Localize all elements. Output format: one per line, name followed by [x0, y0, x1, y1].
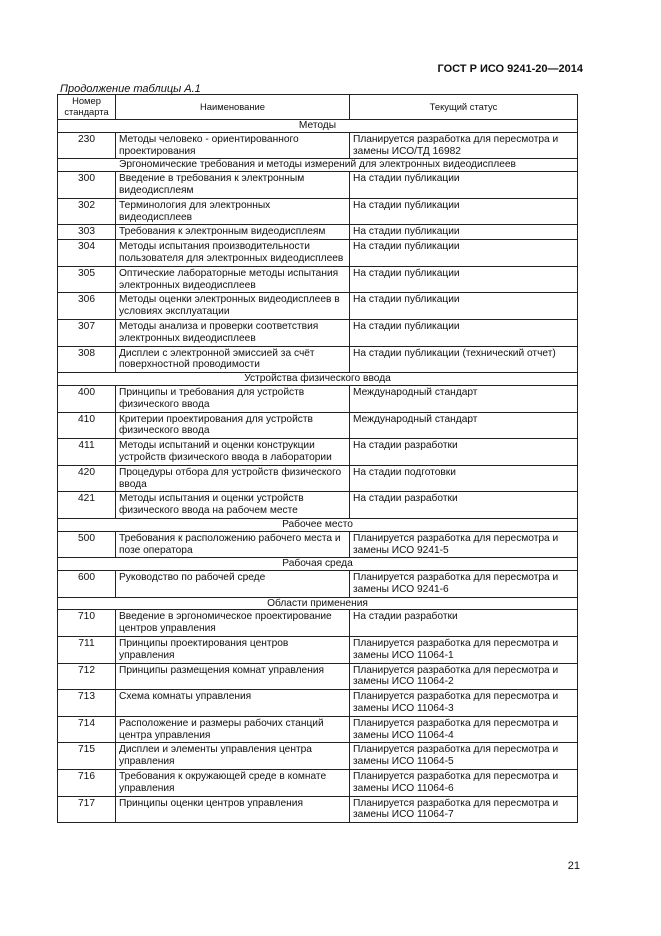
standard-status-cell: Планируется разработка для пересмотра и замены ИСО 11064-3 — [350, 690, 578, 717]
standard-name-cell: Дисплеи и элементы управления центра управления — [116, 743, 350, 770]
table-caption: Продолжение таблицы А.1 — [60, 83, 201, 95]
standard-number-cell: 305 — [58, 266, 116, 293]
table-row — [58, 610, 578, 637]
standard-number-cell: 714 — [58, 716, 116, 743]
standard-name-cell: Требования к окружающей среде в комнате управления — [116, 770, 350, 797]
standard-status-cell: На стадии публикации — [350, 172, 578, 199]
standard-name-cell: Методы человеко - ориентированного проектирования — [116, 132, 350, 159]
standard-status-cell: Международный стандарт — [350, 412, 578, 439]
table-row — [58, 465, 578, 492]
standard-name-cell: Методы испытания и оценки устройств физического ввода на рабочем месте — [116, 492, 350, 519]
table-row — [58, 319, 578, 346]
table-row — [58, 571, 578, 598]
table-row — [58, 293, 578, 320]
standard-status-cell: На стадии публикации — [350, 293, 578, 320]
section-title: Области применения — [58, 597, 578, 610]
standard-number-cell: 715 — [58, 743, 116, 770]
standard-status-cell: Планируется разработка для пересмотра и замены ИСО 11064-6 — [350, 770, 578, 797]
standard-name-cell: Схема комнаты управления — [116, 690, 350, 717]
standard-name-cell: Принципы проектирования центров управления — [116, 637, 350, 664]
standard-name-cell: Процедуры отбора для устройств физического ввода — [116, 465, 350, 492]
page-number: 21 — [567, 860, 580, 872]
section-title: Рабочая среда — [58, 558, 578, 571]
standard-number-cell: 420 — [58, 465, 116, 492]
section-title: Рабочее место — [58, 518, 578, 531]
table-row — [58, 690, 578, 717]
table-row — [58, 637, 578, 664]
standard-name-cell: Принципы и требования для устройств физического ввода — [116, 385, 350, 412]
table-row — [58, 796, 578, 823]
standard-status-cell: Планируется разработка для пересмотра и замены ИСО 9241-6 — [350, 571, 578, 598]
standard-status-cell: На стадии публикации — [350, 198, 578, 225]
standard-number-cell: 230 — [58, 132, 116, 159]
standard-name-cell: Введение в эргономическое проектирование центров управления — [116, 610, 350, 637]
standard-name-cell: Требования к электронным видеодисплеям — [116, 225, 350, 240]
table-row — [58, 412, 578, 439]
standard-number-cell: 600 — [58, 571, 116, 598]
table-row — [58, 531, 578, 558]
standard-number-cell: 421 — [58, 492, 116, 519]
standard-name-cell: Методы испытаний и оценки конструкции устройств физического ввода в лаборатории — [116, 439, 350, 466]
standard-status-cell: На стадии публикации — [350, 225, 578, 240]
standard-name-cell: Оптические лабораторные методы испытания электронных видеодисплеев — [116, 266, 350, 293]
standard-number-cell: 500 — [58, 531, 116, 558]
standard-number-cell: 717 — [58, 796, 116, 823]
standard-status-cell: Планируется разработка для пересмотра и замены ИСО 11064-5 — [350, 743, 578, 770]
table-row — [58, 492, 578, 519]
table-row — [58, 716, 578, 743]
standard-status-cell: Планируется разработка для пересмотра и замены ИСО 11064-2 — [350, 663, 578, 690]
table-row — [58, 663, 578, 690]
table-row — [58, 198, 578, 225]
standard-number-cell: 306 — [58, 293, 116, 320]
standard-number-cell: 711 — [58, 637, 116, 664]
standard-number-cell: 716 — [58, 770, 116, 797]
standard-name-cell: Введение в требования к электронным видеодисплеям — [116, 172, 350, 199]
column-header-name: Наименование — [116, 95, 350, 120]
table-row — [58, 385, 578, 412]
table-header-row — [58, 95, 578, 120]
standard-number-cell: 713 — [58, 690, 116, 717]
standard-status-cell: На стадии публикации — [350, 266, 578, 293]
standard-status-cell: Планируется разработка для пересмотра и замены ИСО 11064-1 — [350, 637, 578, 664]
column-header-status: Текущий статус — [350, 95, 578, 120]
table-body — [58, 120, 578, 823]
table-row — [58, 770, 578, 797]
standard-status-cell: Международный стандарт — [350, 385, 578, 412]
section-row — [58, 120, 578, 133]
table-row — [58, 132, 578, 159]
table-row — [58, 346, 578, 373]
section-row — [58, 597, 578, 610]
standard-status-cell: Планируется разработка для пересмотра и замены ИСО 11064-7 — [350, 796, 578, 823]
standard-status-cell: На стадии разработки — [350, 439, 578, 466]
column-header-number: Номер стандарта — [58, 95, 116, 120]
table-row — [58, 240, 578, 267]
standard-number-cell: 303 — [58, 225, 116, 240]
standard-name-cell: Критерии проектирования для устройств физического ввода — [116, 412, 350, 439]
standard-status-cell: На стадии подготовки — [350, 465, 578, 492]
standard-number-cell: 710 — [58, 610, 116, 637]
standard-name-cell: Принципы размещения комнат управления — [116, 663, 350, 690]
standard-status-cell: На стадии разработки — [350, 610, 578, 637]
standards-table — [57, 94, 578, 823]
standard-name-cell: Терминология для электронных видеодисплеев — [116, 198, 350, 225]
standard-name-cell: Дисплеи с электронной эмиссией за счёт поверхностной проводимости — [116, 346, 350, 373]
table-row — [58, 172, 578, 199]
standard-number-cell: 308 — [58, 346, 116, 373]
standard-status-cell: Планируется разработка для пересмотра и замены ИСО 11064-4 — [350, 716, 578, 743]
standard-number-cell: 411 — [58, 439, 116, 466]
standard-number-cell: 410 — [58, 412, 116, 439]
standard-name-cell: Руководство по рабочей среде — [116, 571, 350, 598]
standard-status-cell: Планируется разработка для пересмотра и замены ИСО 9241-5 — [350, 531, 578, 558]
standard-number-cell: 302 — [58, 198, 116, 225]
table-row — [58, 266, 578, 293]
standard-name-cell: Методы анализа и проверки соответствия электронных видеодисплеев — [116, 319, 350, 346]
section-title: Методы — [58, 120, 578, 133]
standard-status-cell: На стадии публикации — [350, 319, 578, 346]
standard-status-cell: На стадии публикации — [350, 240, 578, 267]
standard-status-cell: Планируется разработка для пересмотра и замены ИСО/ТД 16982 — [350, 132, 578, 159]
table-row — [58, 439, 578, 466]
standard-number-cell: 304 — [58, 240, 116, 267]
table-row — [58, 743, 578, 770]
section-title: Эргономические требования и методы измерений для электронных видеодисплеев — [58, 159, 578, 172]
section-row — [58, 558, 578, 571]
standard-number-cell: 300 — [58, 172, 116, 199]
standard-number-cell: 307 — [58, 319, 116, 346]
standard-name-cell: Принципы оценки центров управления — [116, 796, 350, 823]
table-row — [58, 225, 578, 240]
section-title: Устройства физического ввода — [58, 373, 578, 386]
standard-name-cell: Расположение и размеры рабочих станций центра управления — [116, 716, 350, 743]
section-row — [58, 159, 578, 172]
standard-number-cell: 400 — [58, 385, 116, 412]
standard-name-cell: Методы испытания производительности пользователя для электронных видеодисплеев — [116, 240, 350, 267]
standard-status-cell: На стадии публикации (технический отчет) — [350, 346, 578, 373]
standard-name-cell: Методы оценки электронных видеодисплеев в условиях эксплуатации — [116, 293, 350, 320]
standard-name-cell: Требования к расположению рабочего места и позе оператора — [116, 531, 350, 558]
section-row — [58, 518, 578, 531]
document-code: ГОСТ Р ИСО 9241-20—2014 — [437, 63, 583, 75]
section-row — [58, 373, 578, 386]
standard-number-cell: 712 — [58, 663, 116, 690]
standard-status-cell: На стадии разработки — [350, 492, 578, 519]
